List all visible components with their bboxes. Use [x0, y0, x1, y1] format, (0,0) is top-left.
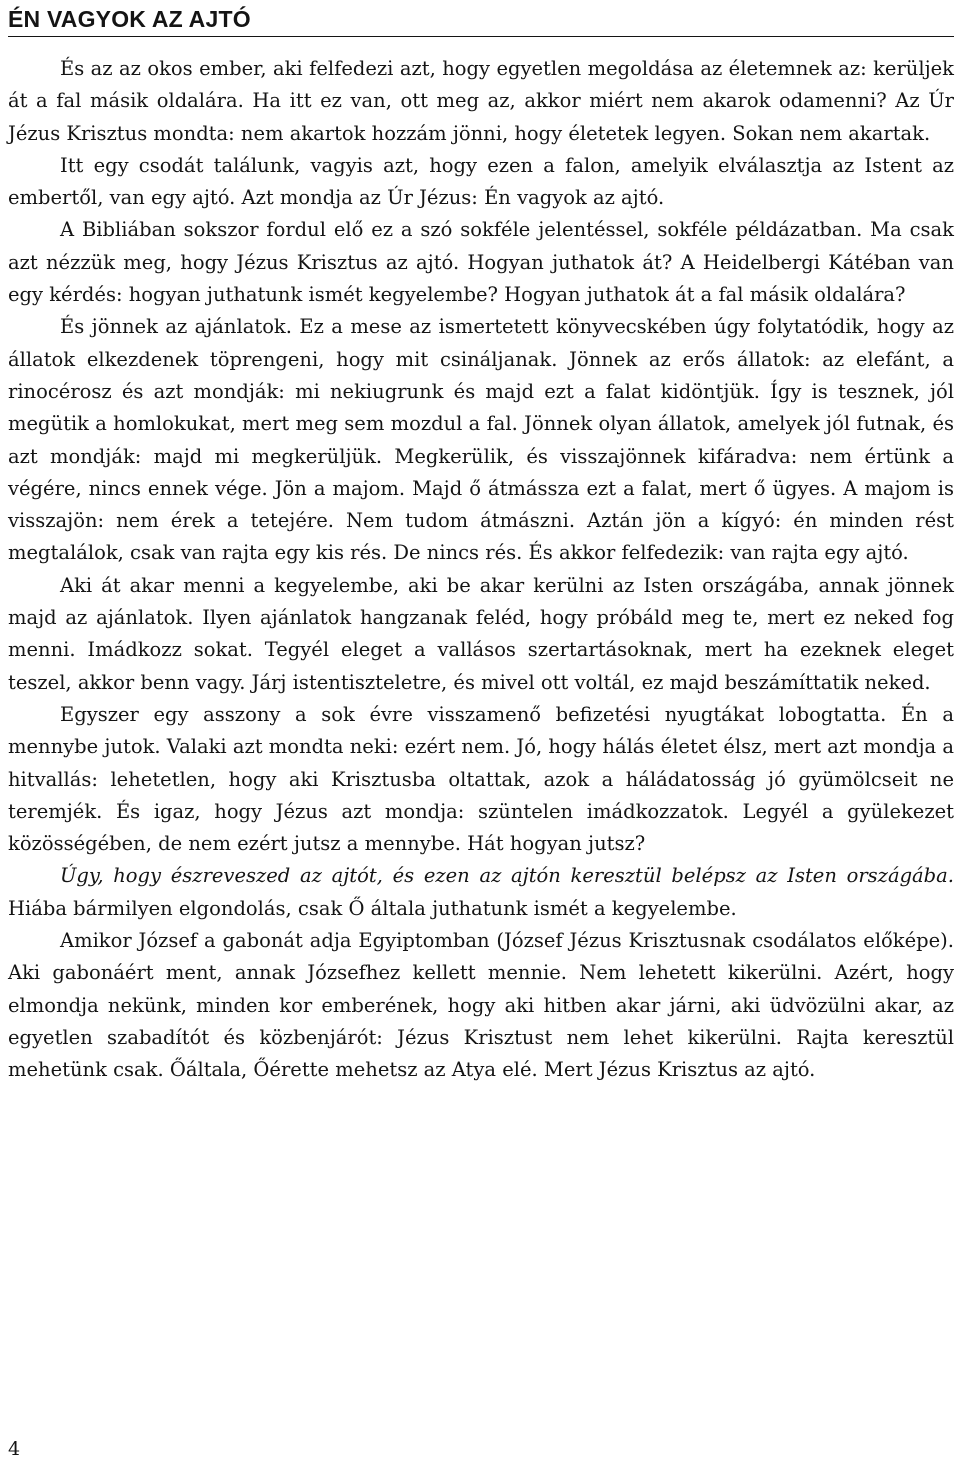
- paragraph: [8, 570, 954, 699]
- paragraph: [8, 214, 954, 311]
- text-segment: És az az okos ember, aki felfedezi azt, hogy egyetlen megoldása az életemnek az: kerüljek át a fal másik oldalára. Ha itt ez van, ott meg az, akkor miért nem akarok odamenni? Az Úr Jézus Krisztus mondta: nem akartok hozzám jönni, hogy életetek legyen. Sokan nem akartak.: [8, 57, 954, 145]
- text-segment: Amikor József a gabonát adja Egyiptomban (József Jézus Krisztusnak csodálatos előképe). Aki gabonáért ment, annak Józsefhez kellett mennie. Nem lehetett kikerülni. Azért, hogy elmondja nekünk, minden kor emberének, hogy aki hitben akar járni, aki üdvözülni akar, az egyetlen szabadítót és közbenjárót: Jézus Krisztust nem lehet kikerülni. Rajta keresztül mehetünk csak. Őáltala, Őérette mehetsz az Atya elé. Mert Jézus Krisztus az ajtó.: [8, 929, 954, 1082]
- paragraph: [8, 53, 954, 150]
- paragraph: [8, 150, 954, 215]
- paragraph: [8, 925, 954, 1086]
- page-number: 4: [8, 1438, 21, 1460]
- document-page: [8, 0, 954, 1087]
- paragraph: [8, 860, 954, 925]
- document-body: [8, 53, 954, 1087]
- text-segment: Aki át akar menni a kegyelembe, aki be akar kerülni az Isten országába, annak jönnek majd az ajánlatok. Ilyen ajánlatok hangzanak feléd, hogy próbáld meg te, mert ez neked fog menni. Imádkozz sokat. Tegyél eleget a vallásos szertartásoknak, mert ha ezeknek eleget teszel, akkor benn vagy. Járj istentiszteletre, és mivel ott voltál, ez majd beszámíttatik neked.: [8, 573, 954, 694]
- text-segment: Egyszer egy asszony a sok évre visszamenő befizetési nyugtákat lobogtatta. Én a mennybe jutok. Valaki azt mondta neki: ezért nem. Jó, hogy hálás életet élsz, mert azt mondja a hitvallás: lehetetlen, hogy aki Krisztusba oltattak, azok a háládatosság jó gyümölcseit ne teremjék. És igaz, hogy Jézus azt mondja: szüntelen imádkozzatok. Legyél a gyülekezet közösségében, de nem ezért jutsz a mennybe. Hát hogyan jutsz?: [8, 702, 954, 856]
- text-segment: Hiába bármilyen elgondolás, csak Ő általa juthatunk ismét a kegyelembe.: [8, 896, 737, 920]
- paragraph: [8, 699, 954, 860]
- italic-text-segment: Úgy, hogy észreveszed az ajtót, és ezen az ajtón keresztül belépsz az Isten országába.: [60, 864, 954, 888]
- text-segment: Itt egy csodát találunk, vagyis azt, hogy ezen a falon, amelyik elválasztja az Istent az embertől, van egy ajtó. Azt mondja az Úr Jézus: Én vagyok az ajtó.: [8, 153, 954, 210]
- text-segment: A Bibliában sokszor fordul elő ez a szó sokféle jelentéssel, sokféle példázatban. Ma csak azt nézzük meg, hogy Jézus Krisztus az ajtó. Hogyan juthatok át? A Heidelbergi Kátéban van egy kérdés: hogyan juthatunk ismét kegyelembe? Hogyan juthatok át a fal másik oldalára?: [8, 218, 954, 307]
- page-title: ÉN VAGYOK AZ AJTÓ: [8, 4, 954, 37]
- paragraph: [8, 311, 954, 569]
- text-segment: És jönnek az ajánlatok. Ez a mese az ismertetett könyvecskében úgy folytatódik, hogy az állatok elkezdenek töprengeni, hogy mit csináljanak. Jönnek az erős állatok: az elefánt, a rinocérosz és azt mondják: mi nekiugrunk és majd ezt a falat kidöntjük. Így is tesznek, jól megütik a homlokukat, mert meg sem mozdul a fal. Jönnek olyan állatok, amelyek jól futnak, és azt mondják: majd mi megkerüljük. Megkerülik, és visszajönnek kifáradva: nem értünk a végére, nincs ennek vége. Jön a majom. Majd ő átmássza ezt a falat, mert ő ügyes. A majom is visszajön: nem érek a tetejére. Nem tudom átmászni. Aztán jön a kígyó: én minden rést megtalálok, csak van rajta egy kis rés. De nincs rés. És akkor felfedezik: van rajta egy ajtó.: [8, 315, 954, 565]
